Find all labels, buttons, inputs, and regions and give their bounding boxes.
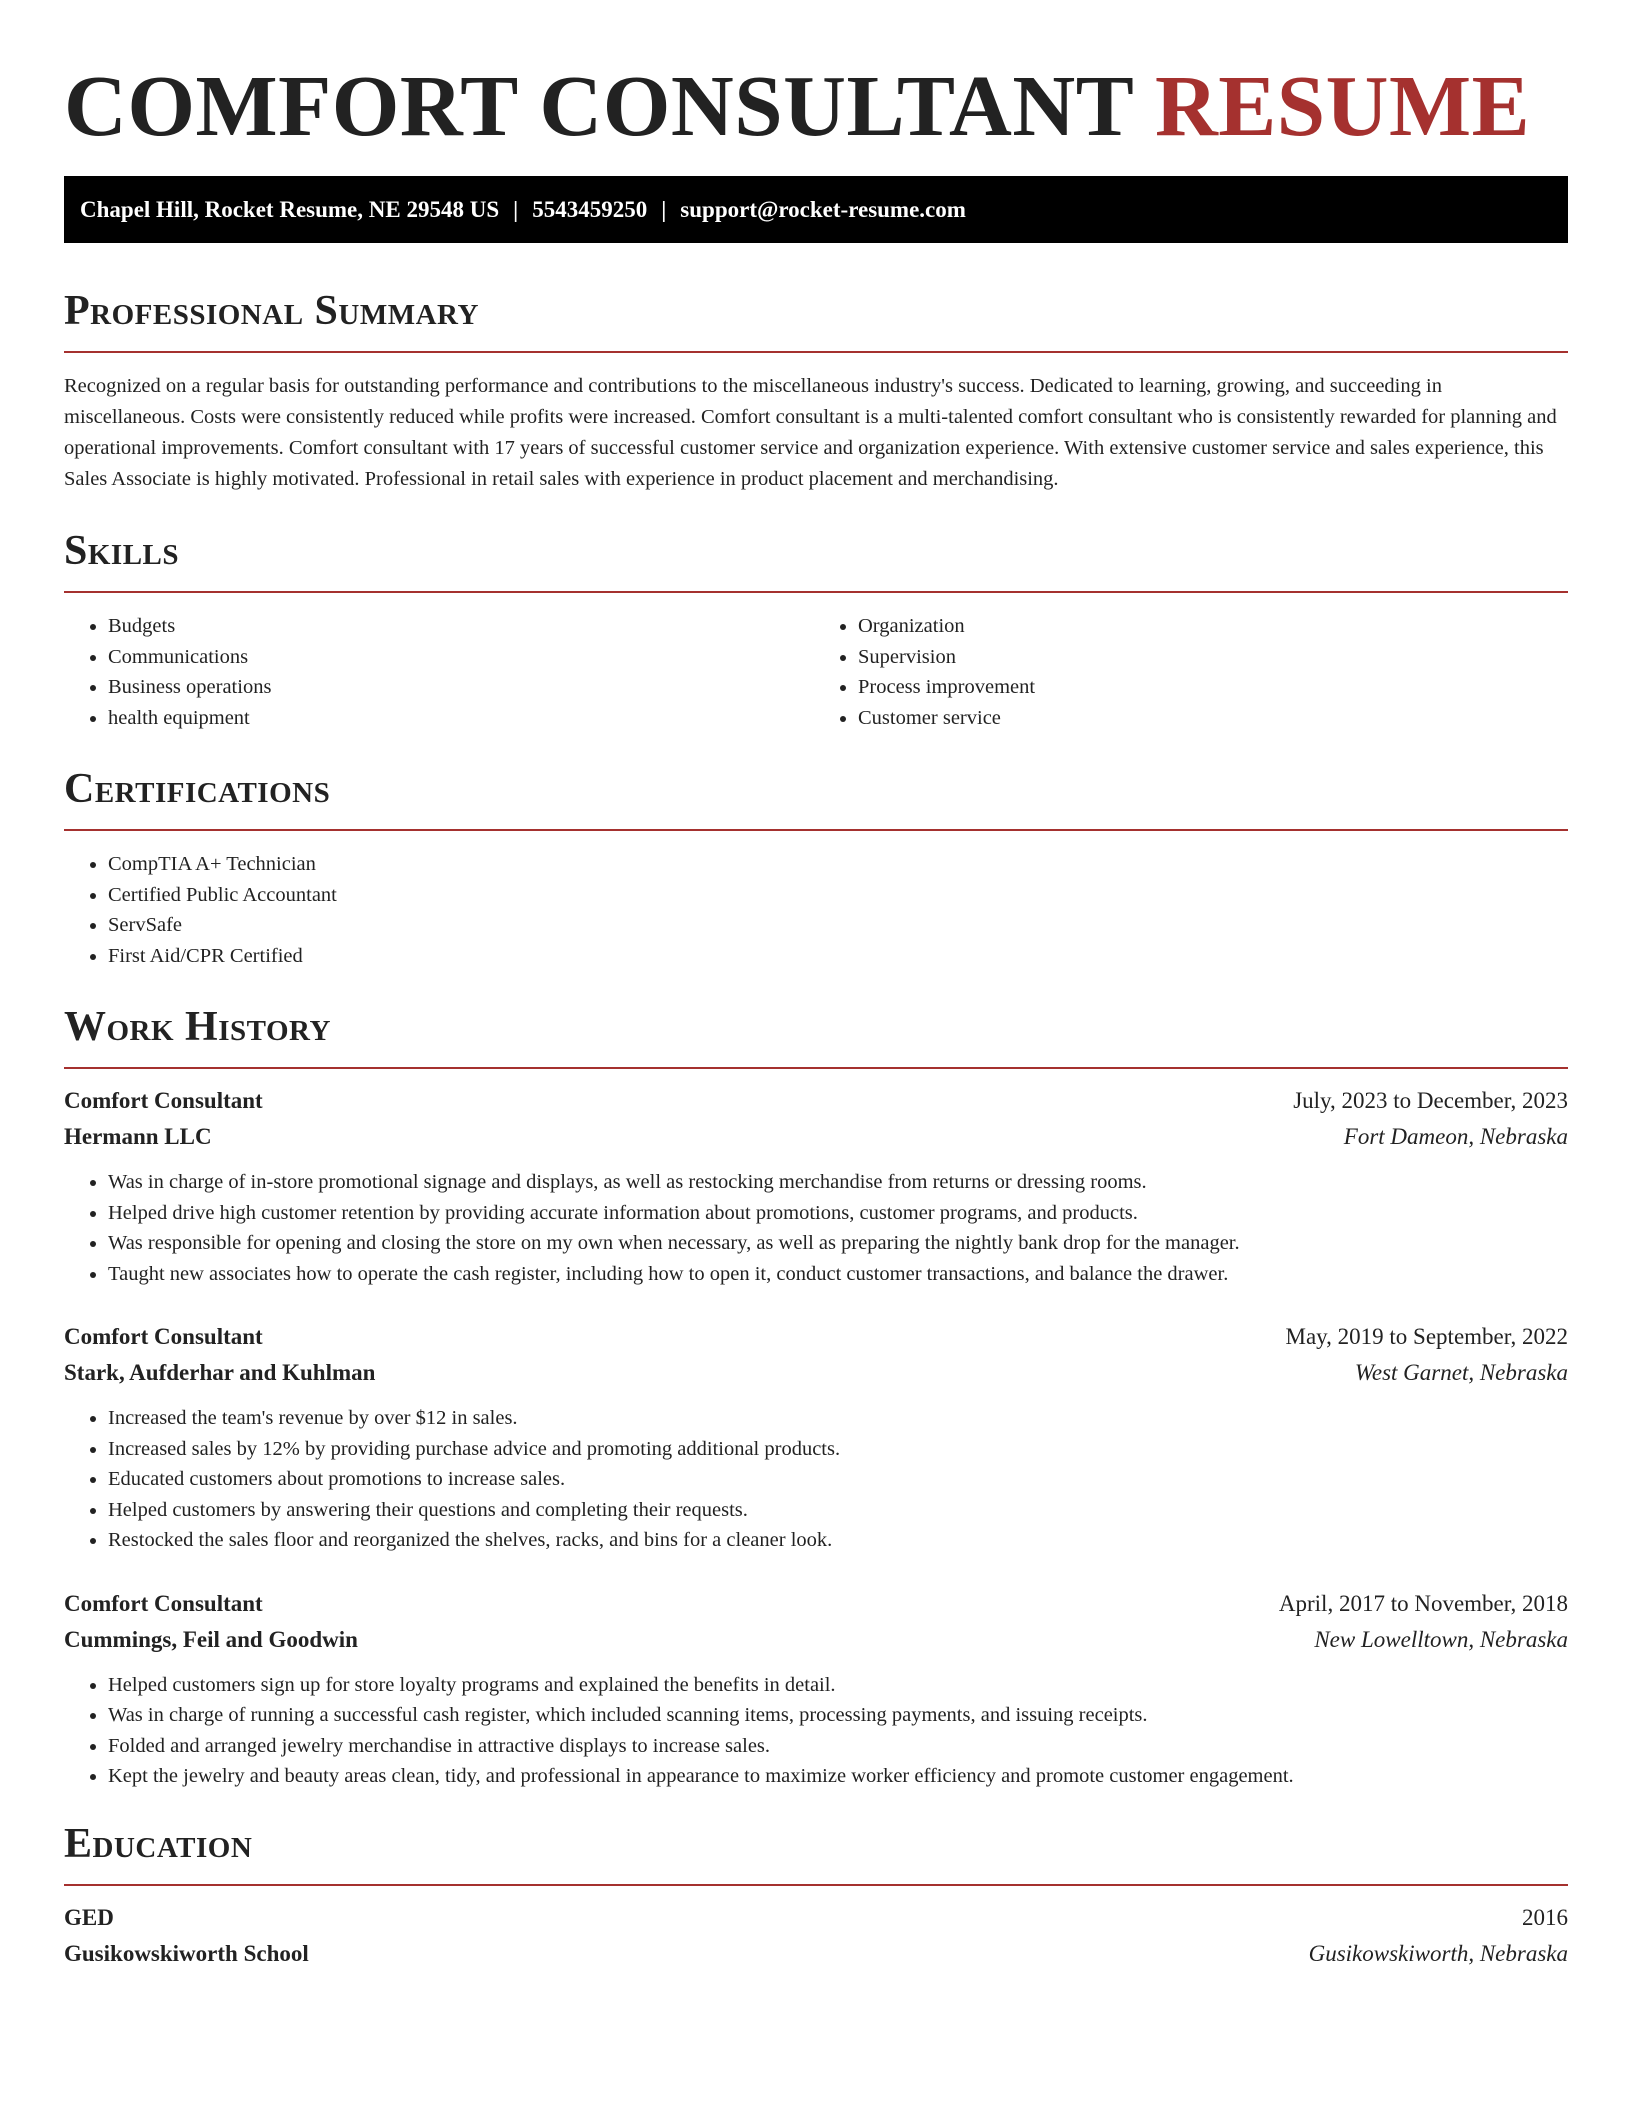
summary-heading: Professional Summary [64, 288, 479, 334]
skill-item: • Customer service [858, 703, 1568, 734]
education-entry [64, 1900, 1568, 1972]
education-section [64, 1820, 1568, 1972]
contact-separator: | [661, 197, 667, 222]
job-entry [64, 1083, 1568, 1289]
job-entry [64, 1319, 1568, 1556]
section-divider [64, 351, 1568, 353]
education-year: 2016 [1522, 1904, 1568, 1930]
job-bullets [64, 1167, 1568, 1289]
resume-title-main: COMFORT CONSULTANT [64, 57, 1133, 154]
job-dates: May, 2019 to September, 2022 [1285, 1324, 1568, 1349]
job-company: Hermann LLC [64, 1124, 212, 1149]
education-heading: Education [64, 1820, 253, 1867]
work-history-heading: Work History [64, 1004, 331, 1050]
work-history-section [64, 1003, 1568, 1792]
job-bullet: • Helped customers by answering their questions and completing their requests. [108, 1495, 1568, 1526]
skills-grid [64, 611, 1568, 733]
job-company-row [64, 1622, 1568, 1658]
skill-item: • Supervision [858, 642, 1568, 673]
contact-separator: | [513, 197, 519, 222]
job-dates: July, 2023 to December, 2023 [1293, 1088, 1568, 1113]
job-location: West Garnet, Nebraska [1354, 1360, 1568, 1385]
skill-item: • Business operations [108, 672, 816, 703]
skill-item: • health equipment [108, 703, 816, 734]
job-bullet: • Restocked the sales floor and reorganized the shelves, racks, and bins for a cleaner look. [108, 1525, 1568, 1556]
job-bullet: • Helped drive high customer retention by providing accurate information about promotions, customer programs, and products. [108, 1198, 1568, 1229]
skills-section [64, 527, 1568, 733]
job-bullet: • Increased the team's revenue by over $12 in sales. [108, 1403, 1568, 1434]
education-location: Gusikowskiworth, Nebraska [1308, 1940, 1568, 1966]
skills-heading: Skills [64, 528, 180, 574]
job-dates: April, 2017 to November, 2018 [1278, 1590, 1568, 1616]
certification-item: • ServSafe [108, 910, 1568, 941]
job-company: Cummings, Feil and Goodwin [64, 1626, 358, 1652]
education-header-row [64, 1900, 1568, 1936]
skills-list-right [816, 611, 1568, 733]
job-bullet: • Was responsible for opening and closing the store on my own when necessary, as well as preparing the nightly bank drop for the manager. [108, 1228, 1568, 1259]
education-school: Gusikowskiworth School [64, 1940, 309, 1966]
certification-item: • First Aid/CPR Certified [108, 941, 1568, 972]
job-company-row [64, 1355, 1568, 1391]
summary-section [64, 287, 1568, 495]
certifications-heading: Certifications [64, 766, 331, 812]
resume-title-accent: RESUME [1154, 57, 1531, 154]
job-position: Comfort Consultant [64, 1590, 263, 1616]
job-position: Comfort Consultant [64, 1088, 263, 1113]
section-divider [64, 591, 1568, 593]
job-position: Comfort Consultant [64, 1324, 263, 1349]
contact-email[interactable]: support@rocket-resume.com [680, 197, 966, 222]
education-degree: GED [64, 1904, 114, 1930]
job-bullet: • Educated customers about promotions to increase sales. [108, 1464, 1568, 1495]
job-header-row [64, 1319, 1568, 1355]
job-header-row [64, 1083, 1568, 1119]
job-bullet: • Increased sales by 12% by providing purchase advice and promoting additional products. [108, 1434, 1568, 1465]
job-company: Stark, Aufderhar and Kuhlman [64, 1360, 376, 1385]
contact-bar [64, 176, 1568, 243]
certifications-section [64, 765, 1568, 971]
section-divider [64, 1067, 1568, 1069]
skill-item: • Communications [108, 642, 816, 673]
job-company-row [64, 1119, 1568, 1155]
job-entry [64, 1586, 1568, 1792]
section-divider [64, 1884, 1568, 1886]
job-bullets [64, 1403, 1568, 1556]
job-bullet: • Was in charge of in-store promotional signage and displays, as well as restocking merchandise from returns or dressing rooms. [108, 1167, 1568, 1198]
certification-item: • Certified Public Accountant [108, 880, 1568, 911]
job-bullet: • Kept the jewelry and beauty areas clean, tidy, and professional in appearance to maximize worker efficiency and promote customer engagement. [108, 1761, 1568, 1792]
skill-item: • Organization [858, 611, 1568, 642]
certification-item: • CompTIA A+ Technician [108, 849, 1568, 880]
skill-item: • Budgets [108, 611, 816, 642]
job-location: Fort Dameon, Nebraska [1343, 1124, 1568, 1149]
certifications-list [64, 849, 1568, 971]
skill-item: • Process improvement [858, 672, 1568, 703]
education-school-row [64, 1936, 1568, 1972]
job-location: New Lowelltown, Nebraska [1314, 1626, 1568, 1652]
job-bullet: • Taught new associates how to operate the cash register, including how to open it, conduct customer transactions, and balance the drawer. [108, 1259, 1568, 1290]
contact-address: Chapel Hill, Rocket Resume, NE 29548 US [80, 197, 500, 222]
job-bullet: • Folded and arranged jewelry merchandise in attractive displays to increase sales. [108, 1731, 1568, 1762]
job-bullet: • Helped customers sign up for store loyalty programs and explained the benefits in detail. [108, 1670, 1568, 1701]
job-header-row [64, 1586, 1568, 1622]
section-divider [64, 829, 1568, 831]
job-bullets [64, 1670, 1568, 1792]
skills-list-left [64, 611, 816, 733]
contact-phone: 5543459250 [532, 197, 648, 222]
job-bullet: • Was in charge of running a successful cash register, which included scanning items, processing payments, and issuing receipts. [108, 1700, 1568, 1731]
resume-title [64, 58, 1568, 154]
summary-text: Recognized on a regular basis for outstanding performance and contributions to the miscellaneous industry's success. Dedicated to learning, growing, and succeeding in miscellaneous. Costs were consistently reduced while profits were increased. Comfort consultant is a multi-talented comfort consultant who is consistently rewarded for planning and operational improvements. Comfort consultant with 17 years of successful customer service and organization experience. With extensive customer service and sales experience, this Sales Associate is highly motivated. Professional in retail sales with experience in product placement and merchandising. [64, 375, 1557, 490]
